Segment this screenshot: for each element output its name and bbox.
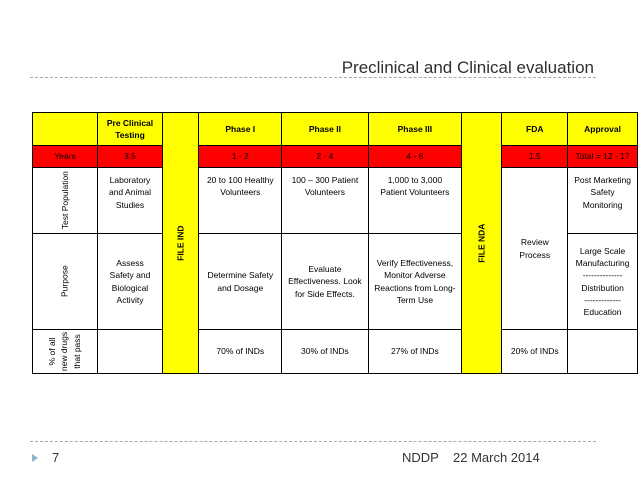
- test-pop-phase2: 100 – 300 Patient Volunteers: [282, 168, 368, 234]
- drug-development-table: [32, 112, 638, 374]
- test-pop-phase3: 1,000 to 3,000 Patient Volunteers: [368, 168, 462, 234]
- years-fda: 1.5: [502, 146, 568, 168]
- years-row: [33, 146, 638, 168]
- header-preclinical: Pre Clinical Testing: [98, 113, 163, 146]
- triangle-bullet-icon: [32, 454, 38, 462]
- header-phase1: Phase I: [199, 113, 282, 146]
- bottom-divider: [30, 441, 596, 442]
- pass-phase1: 70% of INDs: [199, 330, 282, 374]
- row-label-test-population: Test Population: [33, 168, 98, 234]
- header-approval: Approval: [568, 113, 638, 146]
- test-pop-phase1: 20 to 100 Healthy Volunteers: [199, 168, 282, 234]
- footer-date: 22 March 2014: [453, 450, 540, 465]
- page-number: 7: [52, 450, 60, 465]
- test-pop-approval: Post Marketing Safety Monitoring: [568, 168, 638, 234]
- header-phase3: Phase III: [368, 113, 462, 146]
- header-row: [33, 113, 638, 146]
- purpose-approval: Large Scale Manufacturing -------------- Distribution ------------- Education: [568, 234, 638, 330]
- row-label-pass-rate: % of all new drugs that pass: [33, 330, 98, 374]
- header-corner: [33, 113, 98, 146]
- pass-phase3: 27% of INDs: [368, 330, 462, 374]
- purpose-preclinical: Assess Safety and Biological Activity: [98, 234, 163, 330]
- slide-title: Preclinical and Clinical evaluation: [341, 58, 594, 77]
- pass-rate-row: [33, 330, 638, 374]
- file-nda-band: [462, 113, 502, 374]
- pass-preclinical: [98, 330, 163, 374]
- file-ind-label: FILE IND: [175, 225, 186, 261]
- test-pop-preclinical: Laboratory and Animal Studies: [98, 168, 163, 234]
- years-preclinical: 3.5: [98, 146, 163, 168]
- purpose-phase1: Determine Safety and Dosage: [199, 234, 282, 330]
- file-nda-label: FILE NDA: [476, 223, 487, 263]
- fda-review-cell: Review Process: [502, 168, 568, 330]
- pass-fda: 20% of INDs: [502, 330, 568, 374]
- footer-org: NDDP: [402, 450, 439, 465]
- pass-approval: [568, 330, 638, 374]
- purpose-phase2: Evaluate Effectiveness. Look for Side Effects.: [282, 234, 368, 330]
- header-phase2: Phase II: [282, 113, 368, 146]
- test-population-row: [33, 168, 638, 234]
- years-label: Years: [33, 146, 98, 168]
- row-label-purpose: Purpose: [33, 234, 98, 330]
- purpose-phase3: Verify Effectiveness, Monitor Adverse Reactions from Long- Term Use: [368, 234, 462, 330]
- file-ind-band: [162, 113, 198, 374]
- years-phase1: 1 - 2: [199, 146, 282, 168]
- years-phase3: 4 - 6: [368, 146, 462, 168]
- pass-phase2: 30% of INDs: [282, 330, 368, 374]
- header-fda: FDA: [502, 113, 568, 146]
- years-phase2: 2 - 4: [282, 146, 368, 168]
- years-approval: Total = 12 - 17: [568, 146, 638, 168]
